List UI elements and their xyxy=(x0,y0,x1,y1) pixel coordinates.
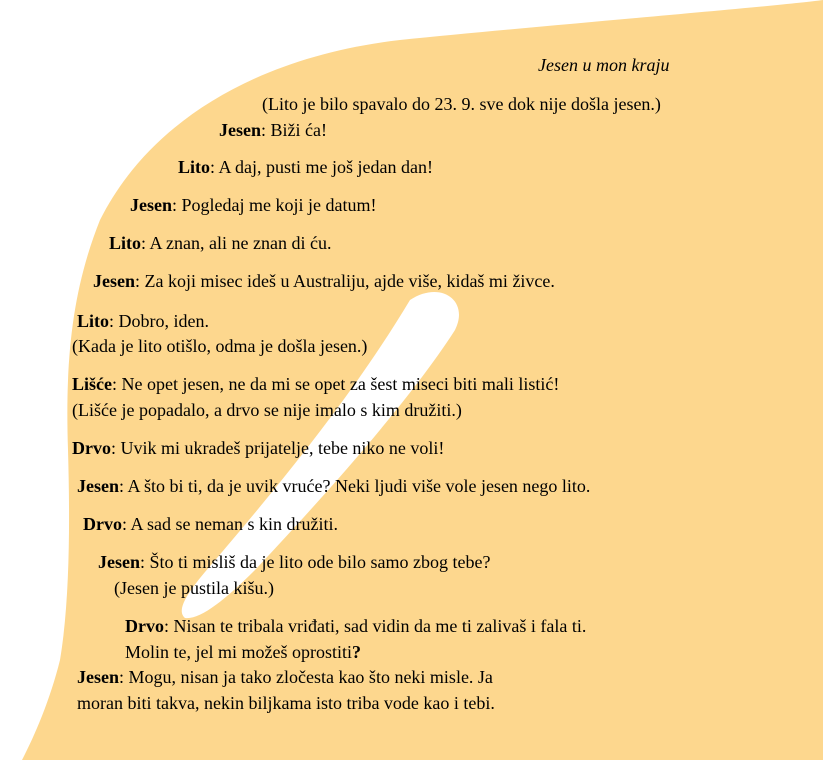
speaker-name: Drvo xyxy=(125,616,164,636)
speaker-name: Jesen xyxy=(219,120,261,140)
dialogue-line xyxy=(109,232,331,254)
dialogue-continuation xyxy=(125,641,361,663)
speaker-name: Jesen xyxy=(93,271,135,291)
dialogue-line xyxy=(178,156,433,178)
speaker-name: Jesen xyxy=(77,667,119,687)
dialogue-text: : Nisan te tribala vriđati, sad vidin da me ti zalivaš i fala ti. xyxy=(164,616,587,636)
dialogue-line xyxy=(93,270,555,292)
dialogue-text: : Uvik mi ukradeš prijatelje, tebe niko ne voli! xyxy=(111,438,445,458)
dialogue-text: : A znan, ali ne znan di ću. xyxy=(141,233,332,253)
stage-direction-text: (Jesen je pustila kišu.) xyxy=(114,578,274,598)
speaker-name: Jesen xyxy=(130,195,172,215)
speaker-name: Jesen xyxy=(98,552,140,572)
dialogue-line xyxy=(77,310,209,332)
dialogue-line xyxy=(219,119,327,141)
dialogue-text: : Mogu, nisan ja tako zločesta kao što neki misle. Ja xyxy=(119,667,493,687)
stage-direction xyxy=(262,93,661,115)
stage-direction xyxy=(114,577,274,599)
stage-direction-text: (Lito je bilo spavalo do 23. 9. sve dok nije došla jesen.) xyxy=(262,94,661,114)
dialogue-line xyxy=(130,194,376,216)
dialogue-text: : A sad se neman s kin družiti. xyxy=(122,514,338,534)
speaker-name: Drvo xyxy=(83,514,122,534)
dialogue-text: moran biti takva, nekin biljkama isto triba vode kao i tebi. xyxy=(77,693,495,713)
dialogue-text: : A daj, pusti me još jedan dan! xyxy=(210,157,433,177)
stage-direction-text: (Kada je lito otišlo, odma je došla jesen.) xyxy=(72,336,368,356)
dialogue-line xyxy=(72,373,559,395)
stage-direction-text: (Lišće je popadalo, a drvo se nije imalo s kim družiti.) xyxy=(72,400,462,420)
dialogue-line xyxy=(77,475,590,497)
speaker-name: Lito xyxy=(178,157,211,177)
document-title: Jesen u mon kraju xyxy=(538,55,670,75)
speaker-name: Lito xyxy=(77,311,110,331)
dialogue-text: : A što bi ti, da je uvik vruće? Neki ljudi više vole jesen nego lito. xyxy=(119,476,591,496)
dialogue-text: : Za koji misec ideš u Australiju, ajde više, kidaš mi živce. xyxy=(135,271,555,291)
dialogue-text: : Ne opet jesen, ne da mi se opet za šest miseci biti mali listić! xyxy=(112,374,560,394)
dialogue-text: : Dobro, iden. xyxy=(109,311,209,331)
dialogue-continuation xyxy=(77,692,495,714)
speaker-name: Lito xyxy=(109,233,142,253)
dialogue-text: : Biži ća! xyxy=(261,120,327,140)
dialogue-text: : Što ti misliš da je lito ode bilo samo zbog tebe? xyxy=(140,552,491,572)
stage-direction xyxy=(72,399,462,421)
speaker-name: Lišće xyxy=(72,374,112,394)
speaker-name: Drvo xyxy=(72,438,111,458)
dialogue-line xyxy=(125,615,586,637)
dialogue-line xyxy=(72,437,444,459)
question-mark: ? xyxy=(351,642,361,662)
dialogue-text: : Pogledaj me koji je datum! xyxy=(172,195,377,215)
dialogue-line xyxy=(98,551,490,573)
dialogue-text: Molin te, jel mi možeš oprostiti xyxy=(125,642,352,662)
dialogue-line xyxy=(77,666,493,688)
dialogue-line xyxy=(83,513,338,535)
speaker-name: Jesen xyxy=(77,476,119,496)
stage-direction xyxy=(72,335,367,357)
